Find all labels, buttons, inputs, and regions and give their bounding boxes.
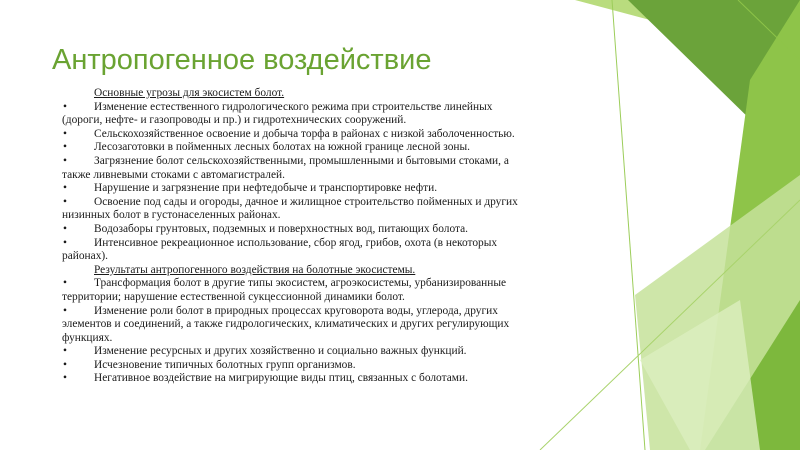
- section-heading-1: Основные угрозы для экосистем болот.: [94, 87, 285, 99]
- bullet-item: [62, 155, 540, 169]
- bullet-item-text: Сельскохозяйственное освоение и добыча торфа в районах с низкой заболоченностью.: [94, 127, 515, 140]
- bullet-item-text: Загрязнение болот сельскохозяйственными, промышленными и бытовыми стоками, а: [94, 154, 509, 167]
- bullet-item: [62, 182, 540, 196]
- bullet-icon: •: [63, 345, 67, 358]
- bullet-item-text: Освоение под сады и огороды, дачное и жилищное строительство пойменных и других: [94, 195, 518, 208]
- bullet-item-text: Изменение естественного гидрологического режима при строительстве линейных: [94, 100, 493, 113]
- bullet-item-text: Водозаборы грунтовых, подземных и поверхностных вод, питающих болота.: [94, 222, 469, 235]
- bullet-item: [62, 196, 540, 210]
- bullet-item-text: Трансформация болот в другие типы экосистем, агроэкосистемы, урбанизированные: [94, 277, 507, 290]
- bullet-item-continuation: также ливневыми стоками с автомагистралей.: [62, 168, 285, 181]
- bullet-icon: •: [63, 141, 67, 154]
- bullet-item-continuation: районах).: [62, 250, 109, 263]
- bullet-item-text: Изменение роли болот в природных процессах круговорота воды, углерода, других: [94, 304, 498, 317]
- bullet-item-text: Изменение ресурсных и других хозяйственно и социально важных функций.: [94, 345, 467, 358]
- bullet-item: [62, 305, 540, 319]
- bullet-item-text: Нарушение и загрязнение при нефтедобыче и транспортировке нефти.: [94, 182, 438, 195]
- bullet-item-continuation: (дороги, нефте- и газопроводы и пр.) и гидротехнических сооружений.: [62, 114, 407, 127]
- bullet-icon: •: [63, 222, 67, 235]
- bullet-icon: •: [63, 100, 67, 113]
- bullet-item-continuation: территории; нарушение естественной сукцессионной динамики болот.: [62, 290, 405, 303]
- embedded-text-image: [62, 87, 540, 399]
- bullet-item-continuation: низинных болот в густонаселенных районах.: [62, 209, 281, 222]
- bullet-item-continuation: функциях.: [62, 331, 113, 344]
- bullet-item: [62, 372, 540, 386]
- bullet-item: [62, 237, 540, 251]
- bullet-item: [62, 141, 540, 155]
- bullet-item-text: Лесозаготовки в пойменных лесных болотах на южной границе лесной зоны.: [94, 141, 471, 154]
- bullet-item: [62, 223, 540, 237]
- bullet-icon: •: [63, 127, 67, 140]
- bullet-item: [62, 277, 540, 291]
- slide-title: Антропогенное воздействие: [52, 44, 432, 76]
- section-heading-2: Результаты антропогенного воздействия на болотные экосистемы.: [94, 263, 416, 276]
- bullet-item: [62, 101, 540, 115]
- bullet-item-text: Негативное воздействие на мигрирующие виды птиц, связанных с болотами.: [94, 372, 468, 385]
- bullet-icon: •: [63, 154, 67, 167]
- bullet-icon: •: [63, 182, 67, 195]
- bullet-icon: •: [63, 304, 67, 317]
- bullet-icon: •: [63, 358, 67, 371]
- bullet-item-text: Исчезновение типичных болотных групп организмов.: [94, 358, 356, 371]
- bullet-icon: •: [63, 277, 67, 290]
- bullet-item-text: Интенсивное рекреационное использование, сбор ягод, грибов, охота (в некоторых: [94, 236, 498, 249]
- bullet-icon: •: [63, 195, 67, 208]
- bullet-icon: •: [63, 236, 67, 249]
- bullet-item-continuation: элементов и соединений, а также гидрологических, климатических и других регулирующих: [62, 318, 510, 331]
- bullet-icon: •: [63, 372, 67, 385]
- deco-line-1: [612, 0, 645, 450]
- bullet-item: [62, 345, 540, 359]
- bullet-item: [62, 128, 540, 142]
- bullet-item: [62, 359, 540, 373]
